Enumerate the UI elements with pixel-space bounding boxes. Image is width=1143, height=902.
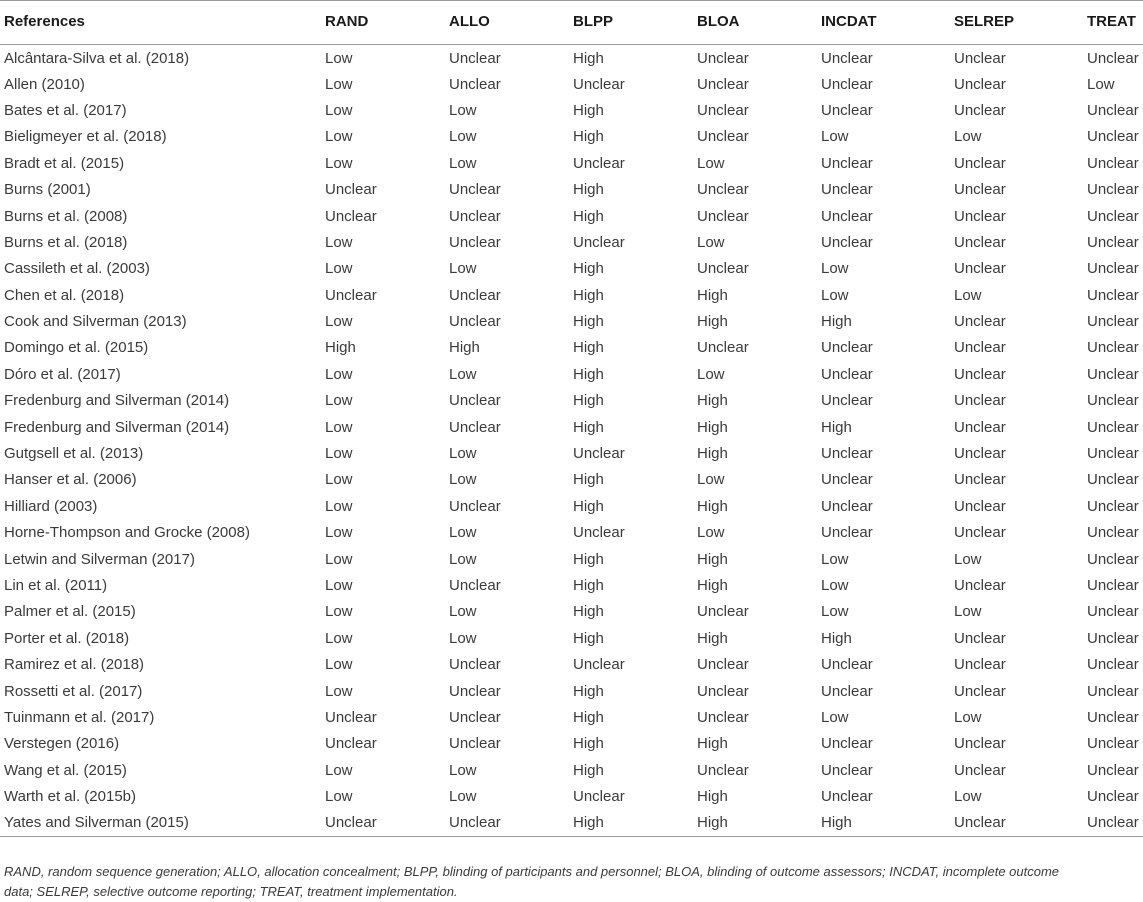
cell-treat: Unclear xyxy=(1087,339,1139,357)
cell-selrep: Unclear xyxy=(954,418,1006,436)
cell-reference: Warth et al. (2015b) xyxy=(4,788,137,806)
cell-incdat: Unclear xyxy=(821,524,873,542)
cell-treat: Unclear xyxy=(1087,524,1139,542)
cell-treat: Unclear xyxy=(1087,577,1139,594)
cell-bloa: Unclear xyxy=(697,603,749,621)
cell-allo: Unclear xyxy=(449,735,501,753)
cell-reference: Cook and Silverman (2013) xyxy=(4,313,187,331)
cell-treat: Unclear xyxy=(1087,497,1139,515)
cell-rand: Low xyxy=(325,577,353,594)
cell-allo: Unclear xyxy=(449,577,501,594)
cell-allo: Unclear xyxy=(449,50,501,68)
cell-rand: Unclear xyxy=(325,181,377,199)
cell-blpp: Unclear xyxy=(573,445,625,463)
column-header-allo: ALLO xyxy=(449,13,490,30)
cell-bloa: High xyxy=(697,445,728,463)
cell-rand: Unclear xyxy=(325,286,377,304)
cell-reference: Palmer et al. (2015) xyxy=(4,603,136,621)
cell-rand: Low xyxy=(325,524,353,542)
cell-rand: Low xyxy=(325,392,353,410)
cell-treat: Unclear xyxy=(1087,207,1139,225)
cell-treat: Unclear xyxy=(1087,313,1139,331)
cell-blpp: Unclear xyxy=(573,788,625,806)
cell-treat: Unclear xyxy=(1087,788,1139,806)
table-row xyxy=(0,361,1143,387)
cell-bloa: High xyxy=(697,392,728,410)
cell-reference: Bates et al. (2017) xyxy=(4,101,127,119)
cell-rand: Low xyxy=(325,445,353,463)
cell-reference: Hanser et al. (2006) xyxy=(4,471,137,489)
cell-rand: Low xyxy=(325,128,353,146)
column-header-blpp: BLPP xyxy=(573,13,614,30)
cell-reference: Gutgsell et al. (2013) xyxy=(4,445,144,463)
cell-reference: Tuinmann et al. (2017) xyxy=(4,708,155,726)
cell-reference: Letwin and Silverman (2017) xyxy=(4,550,195,568)
table-row xyxy=(0,546,1143,572)
cell-reference: Horne-Thompson and Grocke (2008) xyxy=(4,524,250,542)
table-header-row xyxy=(0,1,1143,45)
table-row xyxy=(0,599,1143,625)
cell-rand: Low xyxy=(325,788,353,806)
cell-reference: Dóro et al. (2017) xyxy=(4,365,121,383)
column-header-bloa: BLOA xyxy=(697,13,740,30)
cell-rand: Low xyxy=(325,50,353,68)
table-row xyxy=(0,124,1143,150)
cell-blpp: High xyxy=(573,260,604,278)
cell-treat: Unclear xyxy=(1087,233,1139,251)
cell-treat: Unclear xyxy=(1087,101,1139,119)
cell-reference: Hilliard (2003) xyxy=(4,497,98,515)
column-header-selrep: SELREP xyxy=(954,13,1015,30)
cell-blpp: High xyxy=(573,339,604,357)
cell-incdat: Unclear xyxy=(821,497,873,515)
cell-blpp: High xyxy=(573,101,604,119)
cell-treat: Unclear xyxy=(1087,154,1139,172)
cell-reference: Domingo et al. (2015) xyxy=(4,339,149,357)
cell-blpp: High xyxy=(573,629,604,647)
cell-reference: Cassileth et al. (2003) xyxy=(4,260,150,278)
cell-allo: Low xyxy=(449,550,477,568)
table-row xyxy=(0,810,1143,836)
cell-allo: Low xyxy=(449,260,477,278)
cell-rand: Low xyxy=(325,656,353,674)
table-row xyxy=(0,256,1143,282)
column-header-treat: TREAT xyxy=(1087,13,1136,30)
column-header-rand: RAND xyxy=(325,13,369,30)
cell-incdat: Unclear xyxy=(821,445,873,463)
cell-blpp: Unclear xyxy=(573,75,625,93)
cell-treat: Unclear xyxy=(1087,418,1139,436)
cell-bloa: Unclear xyxy=(697,207,749,225)
table-row xyxy=(0,150,1143,176)
cell-reference: Burns et al. (2018) xyxy=(4,233,128,251)
cell-reference: Wang et al. (2015) xyxy=(4,761,127,779)
table-row xyxy=(0,625,1143,651)
cell-bloa: Unclear xyxy=(697,761,749,779)
cell-selrep: Unclear xyxy=(954,233,1006,251)
table-row xyxy=(0,282,1143,308)
cell-rand: Low xyxy=(325,761,353,779)
cell-blpp: High xyxy=(573,814,604,832)
cell-rand: Low xyxy=(325,313,353,331)
cell-selrep: Low xyxy=(954,708,982,726)
cell-bloa: High xyxy=(697,497,728,515)
table-row xyxy=(0,651,1143,677)
cell-incdat: Low xyxy=(821,577,849,594)
table-row xyxy=(0,757,1143,783)
cell-reference: Porter et al. (2018) xyxy=(4,629,130,647)
cell-blpp: High xyxy=(573,181,604,199)
table-row xyxy=(0,704,1143,730)
cell-incdat: Unclear xyxy=(821,50,873,68)
cell-blpp: High xyxy=(573,708,604,726)
cell-rand: Low xyxy=(325,260,353,278)
cell-selrep: Low xyxy=(954,128,982,146)
cell-bloa: Unclear xyxy=(697,75,749,93)
cell-rand: Low xyxy=(325,101,353,119)
cell-rand: Low xyxy=(325,603,353,621)
table-row xyxy=(0,440,1143,466)
cell-incdat: Unclear xyxy=(821,101,873,119)
cell-selrep: Unclear xyxy=(954,101,1006,119)
cell-blpp: High xyxy=(573,761,604,779)
cell-selrep: Unclear xyxy=(954,207,1006,225)
cell-allo: Unclear xyxy=(449,656,501,674)
cell-selrep: Unclear xyxy=(954,365,1006,383)
cell-treat: Unclear xyxy=(1087,550,1139,568)
table-row xyxy=(0,308,1143,334)
cell-bloa: Unclear xyxy=(697,50,749,68)
cell-incdat: Low xyxy=(821,286,849,304)
cell-treat: Unclear xyxy=(1087,656,1139,674)
cell-selrep: Unclear xyxy=(954,629,1006,647)
cell-allo: Unclear xyxy=(449,181,501,199)
cell-blpp: Unclear xyxy=(573,656,625,674)
table-row xyxy=(0,731,1143,757)
cell-incdat: Unclear xyxy=(821,181,873,199)
cell-selrep: Unclear xyxy=(954,814,1006,832)
cell-treat: Unclear xyxy=(1087,128,1139,146)
cell-treat: Unclear xyxy=(1087,260,1139,278)
cell-allo: Unclear xyxy=(449,392,501,410)
table-row xyxy=(0,335,1143,361)
cell-blpp: Unclear xyxy=(573,524,625,542)
cell-blpp: High xyxy=(573,207,604,225)
cell-reference: Bieligmeyer et al. (2018) xyxy=(4,128,167,146)
cell-rand: Unclear xyxy=(325,708,377,726)
cell-selrep: Unclear xyxy=(954,524,1006,542)
cell-rand: Low xyxy=(325,365,353,383)
cell-bloa: Unclear xyxy=(697,708,749,726)
cell-blpp: Unclear xyxy=(573,154,625,172)
cell-bloa: Low xyxy=(697,471,725,489)
cell-rand: Low xyxy=(325,154,353,172)
footnote-line: data; SELREP, selective outcome reporting; TREAT, treatment implementation. xyxy=(4,884,458,899)
cell-incdat: High xyxy=(821,418,852,436)
cell-selrep: Low xyxy=(954,788,982,806)
cell-treat: Unclear xyxy=(1087,603,1139,621)
cell-selrep: Unclear xyxy=(954,392,1006,410)
table-row xyxy=(0,71,1143,97)
cell-rand: Low xyxy=(325,233,353,251)
cell-selrep: Unclear xyxy=(954,260,1006,278)
cell-reference: Bradt et al. (2015) xyxy=(4,154,125,172)
cell-allo: Unclear xyxy=(449,682,501,700)
cell-bloa: Unclear xyxy=(697,260,749,278)
cell-incdat: Unclear xyxy=(821,154,873,172)
cell-rand: Low xyxy=(325,418,353,436)
cell-reference: Alcântara-Silva et al. (2018) xyxy=(4,50,190,68)
cell-rand: High xyxy=(325,339,356,357)
cell-blpp: High xyxy=(573,497,604,515)
cell-allo: Unclear xyxy=(449,418,501,436)
cell-bloa: Unclear xyxy=(697,181,749,199)
cell-selrep: Unclear xyxy=(954,154,1006,172)
cell-reference: Fredenburg and Silverman (2014) xyxy=(4,418,230,436)
cell-allo: Unclear xyxy=(449,497,501,515)
cell-selrep: Unclear xyxy=(954,577,1006,594)
cell-treat: Unclear xyxy=(1087,50,1139,68)
cell-allo: High xyxy=(449,339,480,357)
cell-incdat: Unclear xyxy=(821,339,873,357)
cell-incdat: Unclear xyxy=(821,75,873,93)
cell-allo: Low xyxy=(449,365,477,383)
cell-allo: Low xyxy=(449,445,477,463)
cell-blpp: High xyxy=(573,735,604,753)
cell-treat: Unclear xyxy=(1087,471,1139,489)
cell-incdat: High xyxy=(821,629,852,647)
table-row xyxy=(0,203,1143,229)
cell-selrep: Low xyxy=(954,603,982,621)
cell-incdat: High xyxy=(821,814,852,832)
cell-blpp: Unclear xyxy=(573,233,625,251)
cell-blpp: High xyxy=(573,471,604,489)
cell-reference: Rossetti et al. (2017) xyxy=(4,682,143,700)
cell-rand: Unclear xyxy=(325,735,377,753)
cell-bloa: High xyxy=(697,735,728,753)
cell-allo: Unclear xyxy=(449,207,501,225)
cell-selrep: Unclear xyxy=(954,75,1006,93)
cell-allo: Low xyxy=(449,761,477,779)
cell-selrep: Unclear xyxy=(954,656,1006,674)
cell-treat: Unclear xyxy=(1087,286,1139,304)
cell-incdat: Unclear xyxy=(821,392,873,410)
table-row xyxy=(0,678,1143,704)
cell-rand: Unclear xyxy=(325,207,377,225)
cell-incdat: Unclear xyxy=(821,761,873,779)
table-row xyxy=(0,97,1143,123)
cell-blpp: High xyxy=(573,50,604,68)
cell-allo: Unclear xyxy=(449,708,501,726)
cell-allo: Low xyxy=(449,154,477,172)
cell-rand: Low xyxy=(325,550,353,568)
cell-incdat: Unclear xyxy=(821,471,873,489)
cell-allo: Low xyxy=(449,603,477,621)
cell-incdat: Unclear xyxy=(821,656,873,674)
cell-incdat: Unclear xyxy=(821,788,873,806)
table-row xyxy=(0,467,1143,493)
cell-selrep: Unclear xyxy=(954,735,1006,753)
table-row xyxy=(0,520,1143,546)
cell-blpp: High xyxy=(573,313,604,331)
cell-reference: Chen et al. (2018) xyxy=(4,286,125,304)
cell-bloa: Low xyxy=(697,233,725,251)
cell-treat: Unclear xyxy=(1087,392,1139,410)
cell-selrep: Unclear xyxy=(954,339,1006,357)
cell-reference: Allen (2010) xyxy=(4,75,85,93)
cell-rand: Unclear xyxy=(325,814,377,832)
cell-reference: Burns et al. (2008) xyxy=(4,207,128,225)
cell-selrep: Unclear xyxy=(954,181,1006,199)
cell-treat: Unclear xyxy=(1087,181,1139,199)
cell-bloa: High xyxy=(697,577,728,594)
cell-reference: Ramirez et al. (2018) xyxy=(4,656,145,674)
cell-selrep: Unclear xyxy=(954,445,1006,463)
cell-reference: Burns (2001) xyxy=(4,181,91,199)
cell-blpp: High xyxy=(573,418,604,436)
cell-bloa: Unclear xyxy=(697,101,749,119)
cell-incdat: Unclear xyxy=(821,207,873,225)
cell-selrep: Unclear xyxy=(954,471,1006,489)
cell-treat: Unclear xyxy=(1087,445,1139,463)
cell-blpp: High xyxy=(573,392,604,410)
cell-selrep: Unclear xyxy=(954,682,1006,700)
cell-selrep: Unclear xyxy=(954,761,1006,779)
cell-reference: Yates and Silverman (2015) xyxy=(4,814,189,832)
column-header-incdat: INCDAT xyxy=(821,13,877,30)
cell-allo: Low xyxy=(449,788,477,806)
table-row xyxy=(0,229,1143,255)
cell-blpp: High xyxy=(573,365,604,383)
cell-treat: Unclear xyxy=(1087,682,1139,700)
cell-selrep: Low xyxy=(954,286,982,304)
table-row xyxy=(0,493,1143,519)
cell-incdat: Low xyxy=(821,708,849,726)
cell-selrep: Unclear xyxy=(954,497,1006,515)
cell-allo: Low xyxy=(449,629,477,647)
cell-bloa: Low xyxy=(697,365,725,383)
cell-treat: Unclear xyxy=(1087,708,1139,726)
cell-selrep: Unclear xyxy=(954,50,1006,68)
cell-bloa: High xyxy=(697,286,728,304)
cell-treat: Low xyxy=(1087,75,1115,93)
table-row xyxy=(0,45,1143,71)
cell-allo: Low xyxy=(449,101,477,119)
cell-bloa: High xyxy=(697,788,728,806)
cell-incdat: Low xyxy=(821,550,849,568)
cell-selrep: Low xyxy=(954,550,982,568)
cell-blpp: High xyxy=(573,286,604,304)
cell-allo: Unclear xyxy=(449,313,501,331)
cell-bloa: High xyxy=(697,629,728,647)
cell-blpp: High xyxy=(573,550,604,568)
table-row xyxy=(0,572,1143,598)
cell-treat: Unclear xyxy=(1087,629,1139,647)
cell-bloa: Low xyxy=(697,524,725,542)
cell-reference: Verstegen (2016) xyxy=(4,735,120,753)
table-row xyxy=(0,414,1143,440)
cell-treat: Unclear xyxy=(1087,761,1139,779)
table-row xyxy=(0,388,1143,414)
cell-bloa: Low xyxy=(697,154,725,172)
cell-bloa: Unclear xyxy=(697,656,749,674)
cell-selrep: Unclear xyxy=(954,313,1006,331)
cell-bloa: High xyxy=(697,313,728,331)
cell-allo: Unclear xyxy=(449,233,501,251)
cell-incdat: Low xyxy=(821,128,849,146)
cell-allo: Low xyxy=(449,128,477,146)
cell-allo: Low xyxy=(449,524,477,542)
column-header-references: References xyxy=(4,13,85,30)
cell-rand: Low xyxy=(325,629,353,647)
cell-treat: Unclear xyxy=(1087,365,1139,383)
cell-incdat: Unclear xyxy=(821,365,873,383)
cell-bloa: High xyxy=(697,814,728,832)
cell-reference: Lin et al. (2011) xyxy=(4,577,108,594)
cell-blpp: High xyxy=(573,128,604,146)
cell-incdat: Low xyxy=(821,603,849,621)
cell-treat: Unclear xyxy=(1087,735,1139,753)
cell-treat: Unclear xyxy=(1087,814,1139,832)
cell-reference: Fredenburg and Silverman (2014) xyxy=(4,392,230,410)
cell-bloa: Unclear xyxy=(697,682,749,700)
cell-allo: Unclear xyxy=(449,75,501,93)
cell-incdat: Unclear xyxy=(821,735,873,753)
cell-incdat: Unclear xyxy=(821,233,873,251)
table-row xyxy=(0,783,1143,809)
footnote-line: RAND, random sequence generation; ALLO, allocation concealment; BLPP, blinding of participants and personnel; BLOA, blinding of outcome assessors; INCDAT, incomplete outcome xyxy=(4,864,1060,879)
cell-bloa: Unclear xyxy=(697,339,749,357)
cell-blpp: High xyxy=(573,682,604,700)
cell-blpp: High xyxy=(573,577,604,594)
cell-rand: Low xyxy=(325,471,353,489)
cell-blpp: High xyxy=(573,603,604,621)
cell-rand: Low xyxy=(325,497,353,515)
cell-bloa: Unclear xyxy=(697,128,749,146)
cell-incdat: Unclear xyxy=(821,682,873,700)
cell-rand: Low xyxy=(325,75,353,93)
table-body xyxy=(0,45,1143,837)
cell-bloa: High xyxy=(697,550,728,568)
table-row xyxy=(0,176,1143,202)
cell-incdat: High xyxy=(821,313,852,331)
table-footnote xyxy=(4,862,1140,902)
cell-bloa: High xyxy=(697,418,728,436)
cell-allo: Unclear xyxy=(449,286,501,304)
cell-allo: Low xyxy=(449,471,477,489)
cell-allo: Unclear xyxy=(449,814,501,832)
cell-rand: Low xyxy=(325,682,353,700)
cell-incdat: Low xyxy=(821,260,849,278)
